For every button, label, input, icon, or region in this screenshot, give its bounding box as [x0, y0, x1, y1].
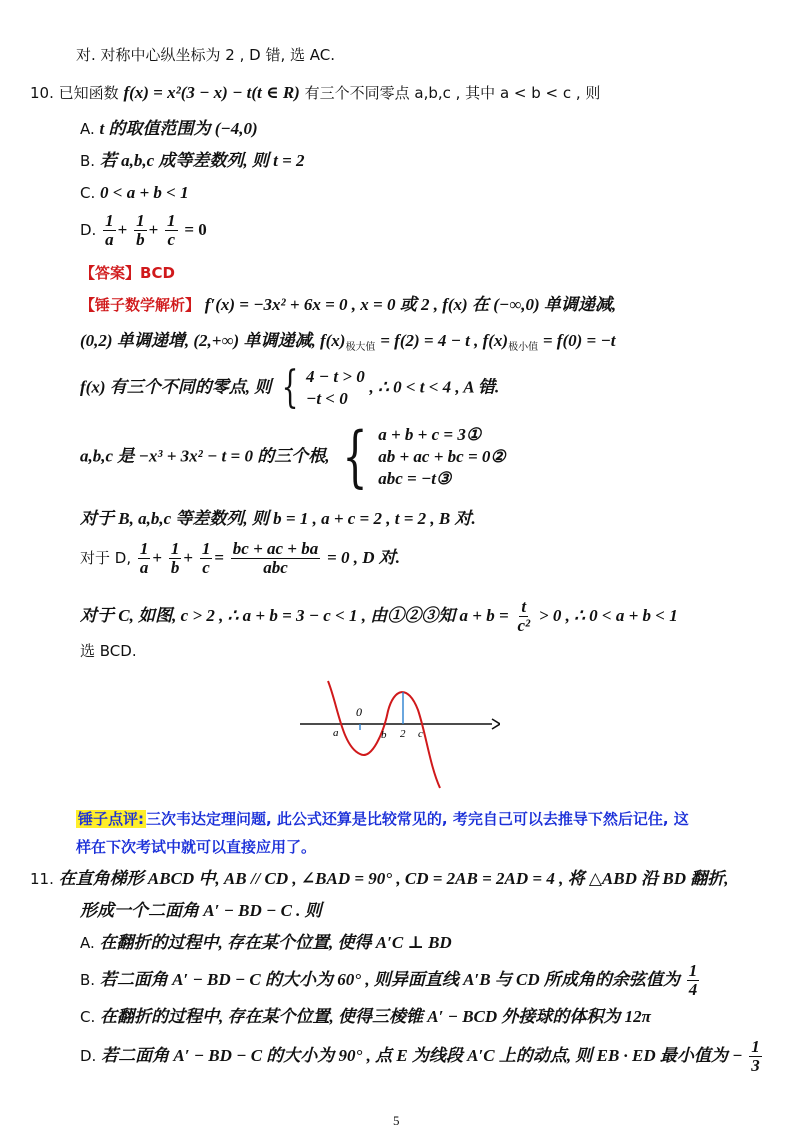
option-text: 在翻折的过程中, 存在某个位置, 使得三棱锥 A′ − BCD 外接球的体积为 12π [100, 1007, 651, 1026]
vieta-prefix: a,b,c 是 −x³ + 3x² − t = 0 的三个根, [80, 446, 330, 466]
frac-1-3: $\frac{1}{3}$ [751, 1037, 760, 1075]
q11-option-a [80, 932, 452, 954]
q10-option-d: D. $\frac{1}{a}$ + $\frac{1}{b}$ + $\frac{1}{c}$ = 0 [80, 211, 207, 249]
label-2: 2 [400, 728, 406, 740]
option-text: 0 < a + b < 1 [100, 183, 189, 202]
analysis-text: = f(0) = −t [542, 331, 616, 350]
vieta-eq: ab + ac + bc = 0② [378, 447, 506, 466]
frac-1-b: $\frac{1}{b}$ [136, 211, 145, 249]
analysis-line-2 [80, 330, 616, 359]
subscript-max: 极大值 [345, 342, 376, 353]
option-label: A. [80, 934, 95, 952]
option-text: 在翻折的过程中, 存在某个位置, 使得 A′C ⊥ BD [99, 933, 452, 952]
option-text: 若 a,b,c 成等差数列, 则 t = 2 [99, 151, 305, 170]
q11-option-c [80, 1006, 651, 1028]
option-label: B. [80, 971, 96, 989]
q11-stem-2 [80, 900, 322, 922]
system-brace: { 4 − t > 0 −t < 0 [281, 362, 365, 413]
answer-label: 【答案】 [80, 264, 141, 282]
vieta-eq: abc = −t③ [378, 469, 452, 488]
analysis-line-3 [80, 362, 500, 413]
label-a: a [333, 727, 339, 739]
frac-sum: $\frac{bc + ac + ba}{\text{abc}}$ [232, 539, 319, 577]
label-origin: 0 [356, 705, 362, 719]
q11-stem-text: 形成一个二面角 A′ − BD − C . 则 [80, 901, 322, 920]
option-label: B. [80, 152, 96, 170]
for-d-suffix: = 0 , D 对. [327, 548, 400, 567]
label-c: c [418, 728, 423, 740]
system-eq: −t < 0 [306, 389, 348, 408]
analysis-text: , ∴ 0 < t < 4 , A 错. [369, 377, 500, 397]
option-text: 若二面角 A′ − BD − C 的大小为 60° , 则异面直线 A′B 与 CD 所成角的余弦值为 [99, 970, 680, 989]
comment-line-2 [76, 836, 316, 858]
for-d-prefix: 对于 D, [80, 549, 132, 567]
q10-option-a [80, 118, 258, 140]
q11-stem-text: 在直角梯形 ABCD 中, AB // CD , ∠BAD = 90° , CD = 2AB = 2AD = 4 , 将 △ABD 沿 BD 翻折, [58, 869, 729, 888]
subscript-min: 极小值 [508, 342, 539, 353]
q10-stem-prefix: 已知函数 [58, 84, 119, 102]
frac-t-c2: $\frac{t}{\text{c²}}$ [517, 597, 531, 635]
for-d: 对于 D, $\frac{1}{a}$ + $\frac{1}{b}$ + $\frac{1}{c}$ = $\frac{bc + ac + ba}{\text{abc}}$ = 0 , D 对. [80, 539, 400, 577]
frac-1-a: $\frac{1}{a}$ [139, 539, 149, 577]
label-b: b [381, 729, 387, 741]
axis-arrow-icon [492, 719, 500, 729]
top-line: 对. 对称中心纵坐标为 2 , D 错, 选 AC. [76, 46, 336, 64]
frac-1-c: $\frac{1}{c}$ [167, 211, 176, 249]
analysis-text: f′(x) = −3x² + 6x = 0 , x = 0 或 2 , f(x) 在 (−∞,0) 单调递减, [204, 295, 617, 314]
analysis-text: = f(2) = 4 − t , f(x) [380, 331, 509, 350]
frac-1-4: $\frac{1}{4}$ [688, 961, 698, 999]
answer-value: BCD [140, 264, 175, 282]
comment-line-1 [76, 808, 689, 830]
analysis-text: (0,2) 单调递增, (2,+∞) 单调递减, f(x) [80, 331, 346, 350]
vieta-brace: { a + b + c = 3① ab + ac + bc = 0② abc = −t③ [342, 418, 506, 495]
for-b [80, 508, 476, 530]
for-c [80, 598, 678, 635]
comment-text: 三次韦达定理问题, 此公式还算是比较常见的, 考完自己可以去推导下然后记住, 这 [146, 810, 689, 828]
frac-1-b: $\frac{1}{b}$ [170, 539, 180, 577]
cubic-graph [300, 676, 500, 796]
option-label: D. [80, 1047, 97, 1065]
q11-stem-1 [30, 868, 728, 890]
option-label: C. [80, 184, 96, 202]
q11-option-d [80, 1038, 764, 1075]
option-text: 若二面角 A′ − BD − C 的大小为 90° , 点 E 为线段 A′C 上的动点, 则 EB · ED 最小值为 − [101, 1046, 743, 1065]
vieta-eq: a + b + c = 3① [378, 425, 482, 444]
option-text: = 0 [184, 220, 207, 239]
q10-number: 10. [30, 84, 54, 102]
comment-label: 锤子点评: [78, 810, 144, 828]
q10-option-b [80, 150, 305, 172]
option-label: A. [80, 120, 95, 138]
q10-stem [30, 82, 600, 104]
option-label: C. [80, 1008, 96, 1026]
frac-1-a: $\frac{1}{a}$ [105, 211, 114, 249]
q10-stem-suffix: 有三个不同零点 a,b,c , 其中 a < b < c , 则 [304, 84, 601, 102]
frac-1-c: $\frac{1}{c}$ [201, 539, 211, 577]
option-text: t 的取值范围为 (−4,0) [99, 119, 258, 138]
q11-number: 11. [30, 870, 54, 888]
option-label: D. [80, 221, 97, 239]
comment-text: 样在下次考试中就可以直接应用了。 [76, 838, 317, 856]
answer [80, 262, 175, 284]
analysis-line-1 [80, 294, 616, 316]
for-b-text: 对于 B, a,b,c 等差数列, 则 b = 1 , a + c = 2 , t = 2 , B 对. [80, 509, 476, 528]
q11-option-b [80, 962, 701, 999]
page-number: 5 [393, 1113, 400, 1128]
for-c-text: 对于 C, 如图, c > 2 , ∴ a + b = 3 − c < 1 , 由①②③知 a + b = [80, 606, 509, 625]
q10-option-c [80, 182, 189, 204]
analysis-label: 【锤子数学解析】 [80, 296, 201, 314]
q10-stem-formula: f(x) = x²(3 − x) − t(t ∈ R) [123, 83, 300, 102]
choose: 选 BCD. [80, 642, 137, 660]
vieta-block [80, 418, 506, 495]
system-eq: 4 − t > 0 [306, 367, 365, 386]
for-c-suffix: > 0 , ∴ 0 < a + b < 1 [538, 606, 678, 625]
analysis-text: f(x) 有三个不同的零点, 则 [80, 377, 272, 397]
